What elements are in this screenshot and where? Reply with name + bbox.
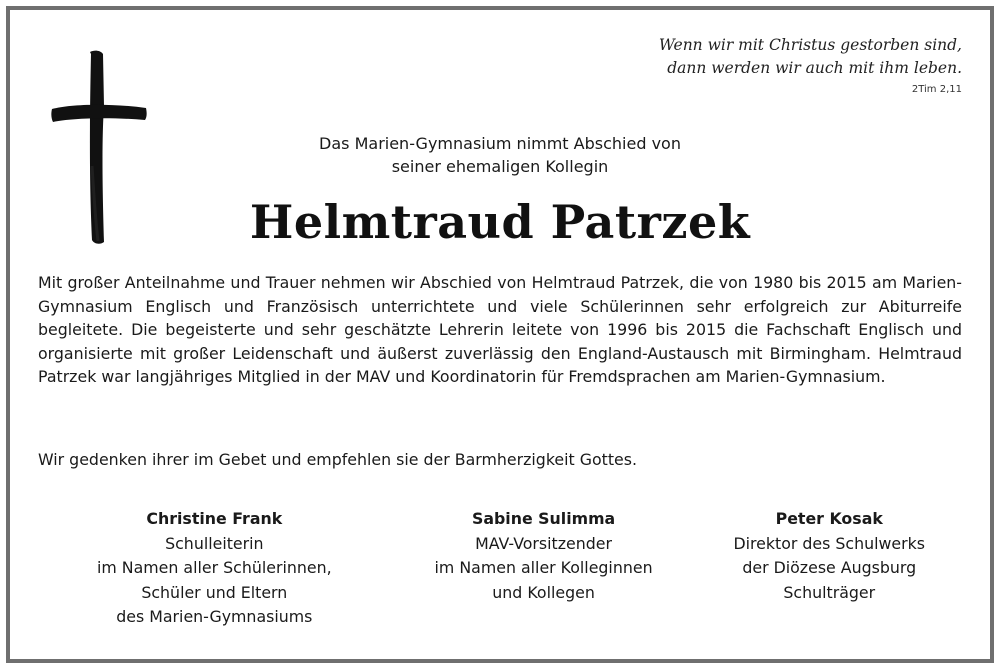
signatory-line: der Diözese Augsburg [742, 558, 917, 577]
intro-line-1: Das Marien-Gymnasium nimmt Abschied von [319, 134, 681, 153]
signatory-line: und Kollegen [492, 582, 595, 602]
intro-text [200, 132, 800, 178]
signature-block [40, 507, 960, 630]
signatory-name: Christine Frank [146, 509, 283, 528]
signatory-line: MAV-Vorsitzender [475, 533, 613, 553]
signature-christine-frank [40, 507, 389, 630]
deceased-name: Helmtraud Patrzek [249, 195, 751, 249]
brush-cross-icon [50, 46, 150, 246]
signatory-name: Peter Kosak [775, 509, 883, 528]
signatory-line: Schüler und Eltern [141, 582, 288, 602]
signatory-line: Schulträger [783, 582, 876, 602]
bible-verse [659, 34, 962, 80]
body-paragraph: Mit großer Anteilnahme und Trauer nehmen wir Abschied von Helmtraud Patrzek, die von 1980 bis 2015 am Marien-Gymnasium Englisch und Französisch unterrichtete und viele Schülerinnen sehr erfolgreich zur Abiturreife begleitete. Die begeisterte und sehr geschätzte Lehrerin leitete von 1996 bis 2015 die Fachschaft Englisch und organisierte mit großer Leidenschaft und äußerst zuverlässig den England-Austausch mit Birmingham. Helmtraud Patrzek war langjähriges Mitglied in der MAV und Koordinatorin für Fremdsprachen am Marien-Gymnasium. [38, 273, 962, 386]
signatory-line: Direktor des Schulwerks [733, 533, 926, 553]
signature-sabine-sulimma [389, 507, 699, 630]
signatory-name: Sabine Sulimma [471, 509, 616, 528]
bible-verse-reference: 2Tim 2,11 [911, 84, 962, 95]
bible-verse-line-2: dann werden wir auch mit ihm leben. [667, 59, 962, 77]
signatory-line: Schulleiterin [165, 533, 264, 553]
signature-peter-kosak [699, 507, 960, 630]
closing-sentence: Wir gedenken ihrer im Gebet und empfehlen sie der Barmherzigkeit Gottes. [38, 450, 638, 469]
bible-verse-line-1: Wenn wir mit Christus gestorben sind, [658, 36, 962, 54]
signatory-line: im Namen aller Schülerinnen, [96, 558, 332, 577]
intro-line-2: seiner ehemaligen Kollegin [391, 157, 609, 176]
signatory-line: des Marien-Gymnasiums [116, 607, 313, 626]
signatory-line: im Namen aller Kolleginnen [434, 558, 653, 577]
